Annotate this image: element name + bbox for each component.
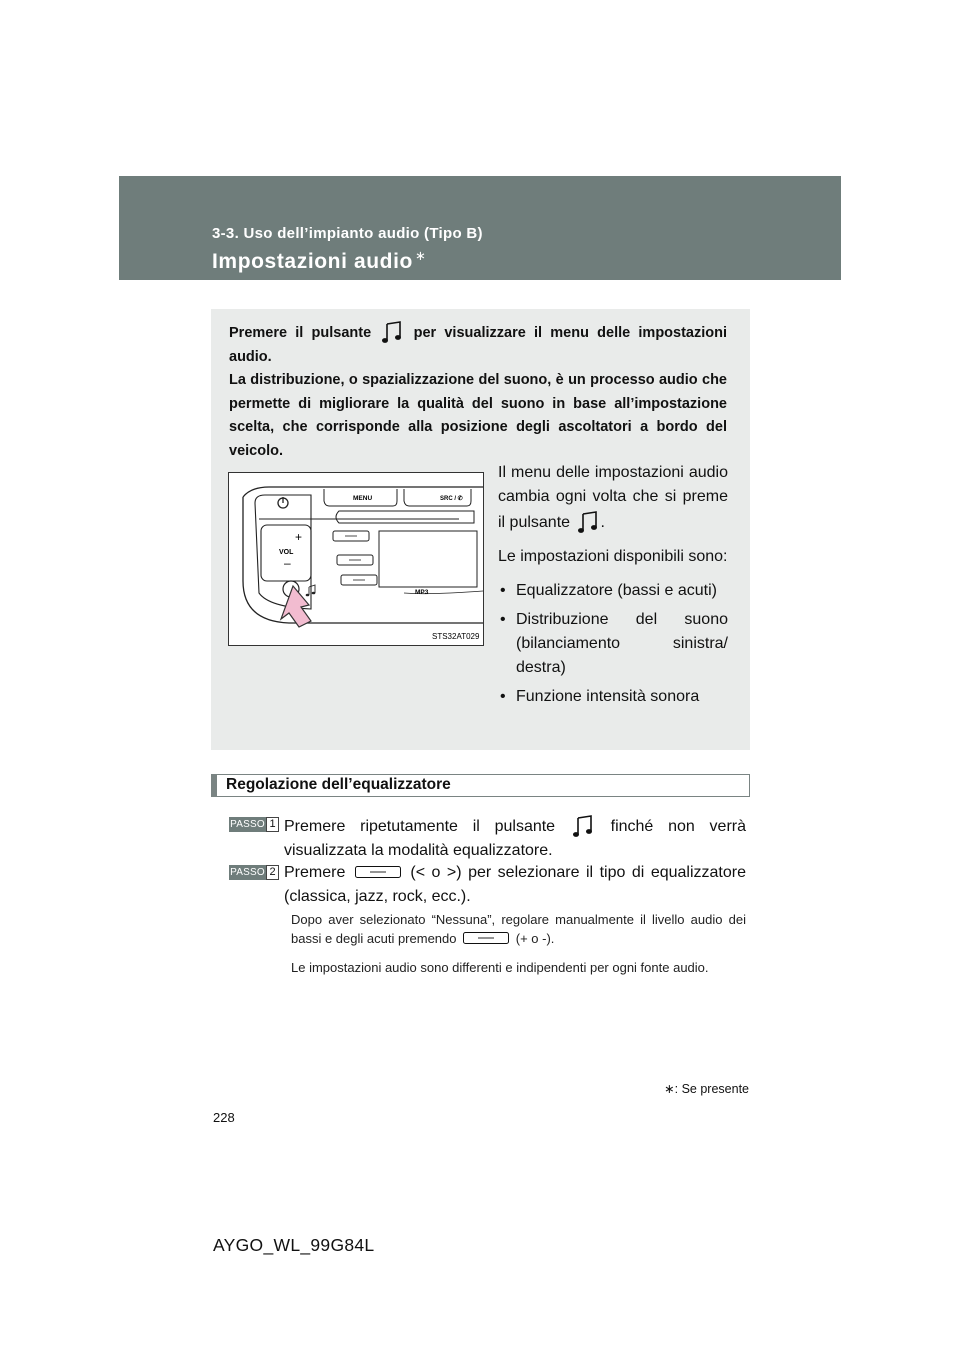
section-label: 3-3. Uso dell’impianto audio (Tipo B) bbox=[212, 225, 483, 242]
asterisk-mark: ∗ bbox=[414, 248, 427, 263]
page-title-text: Impostazioni audio bbox=[212, 250, 413, 273]
header-band bbox=[119, 176, 841, 280]
document-code: AYGO_WL_99G84L bbox=[213, 1235, 375, 1255]
mp3-label: MP3 bbox=[415, 589, 429, 596]
step-text-a: Premere ripetutamente il pulsante bbox=[284, 818, 556, 835]
side-text bbox=[498, 461, 728, 714]
side-text-a: Il menu delle impostazioni audio cambia ogni volta che si preme il pulsante bbox=[498, 464, 728, 531]
step-badge-label: PASSO bbox=[230, 819, 265, 830]
list-item: • Funzione intensità sonora bbox=[498, 685, 728, 709]
note-1 bbox=[291, 911, 746, 948]
side-text-b: . bbox=[600, 514, 605, 531]
intro-line-b: per visualizzare il menu delle impostazioni audio. bbox=[229, 325, 728, 365]
vol-plus: + bbox=[295, 530, 303, 544]
pointer-arrow bbox=[281, 586, 311, 627]
src-label: SRC / ✆ bbox=[440, 496, 463, 502]
step-2 bbox=[229, 861, 746, 908]
intro-panel bbox=[211, 309, 750, 750]
subsection-title: Regolazione dell’equalizzatore bbox=[211, 774, 750, 797]
step-text-b: (< o >) per selezionare il tipo di equalizzatore (classica, jazz, rock, ecc.). bbox=[284, 864, 746, 905]
step-text bbox=[284, 813, 746, 863]
side-paragraph bbox=[498, 461, 728, 535]
figure-code: STS32AT029 bbox=[432, 632, 480, 641]
footnote-text: : Se presente bbox=[674, 1082, 749, 1096]
step-1 bbox=[229, 813, 746, 863]
menu-label: MENU bbox=[353, 495, 373, 502]
audio-panel-illustration bbox=[228, 472, 484, 646]
step-badge-label: PASSO bbox=[230, 867, 265, 878]
intro-line-a: Premere il pulsante bbox=[229, 325, 372, 341]
options-list bbox=[498, 579, 728, 709]
music-note-icon bbox=[381, 319, 403, 345]
music-note-icon bbox=[572, 813, 594, 839]
music-note-icon bbox=[577, 509, 599, 535]
page-number: 228 bbox=[213, 1110, 235, 1125]
seek-button-icon bbox=[355, 866, 401, 878]
vol-label: VOL bbox=[279, 549, 294, 556]
page-title bbox=[212, 248, 426, 274]
note-1-a: Dopo aver selezionato “Nessuna”, regolare manualmente il livello audio dei bassi e degli acuti premendo bbox=[291, 912, 746, 946]
list-item: • Distribuzione del suono (bilanciamento sinistra/ destra) bbox=[498, 608, 728, 680]
audio-panel-drawing bbox=[229, 473, 483, 645]
asterisk-mark: ∗ bbox=[664, 1082, 675, 1096]
intro-text bbox=[229, 319, 727, 463]
step-text-b: finché non verrà visualizzata la modalità equalizzatore. bbox=[284, 818, 746, 859]
step-badge-number: 2 bbox=[266, 865, 279, 880]
step-badge bbox=[229, 865, 279, 880]
note-1-b: (+ o -). bbox=[515, 930, 555, 946]
step-badge bbox=[229, 817, 279, 832]
seek-button-icon bbox=[463, 932, 509, 944]
step-text-a: Premere bbox=[284, 864, 346, 881]
vol-minus: – bbox=[284, 556, 291, 570]
note-2: Le impostazioni audio sono differenti e indipendenti per ogni fonte audio. bbox=[291, 960, 709, 975]
step-text bbox=[284, 861, 746, 908]
intro-paragraph: La distribuzione, o spazializzazione del suono, è un processo audio che permette di migliorare la qualità del suono in base all’impostazione scelta, che corrisponde alla posizione degli ascoltatori a bordo del veicolo. bbox=[229, 372, 727, 459]
step-badge-number: 1 bbox=[266, 817, 279, 832]
available-text: Le impostazioni disponibili sono: bbox=[498, 548, 728, 565]
list-item: • Equalizzatore (bassi e acuti) bbox=[498, 579, 728, 603]
footnote bbox=[664, 1081, 749, 1096]
